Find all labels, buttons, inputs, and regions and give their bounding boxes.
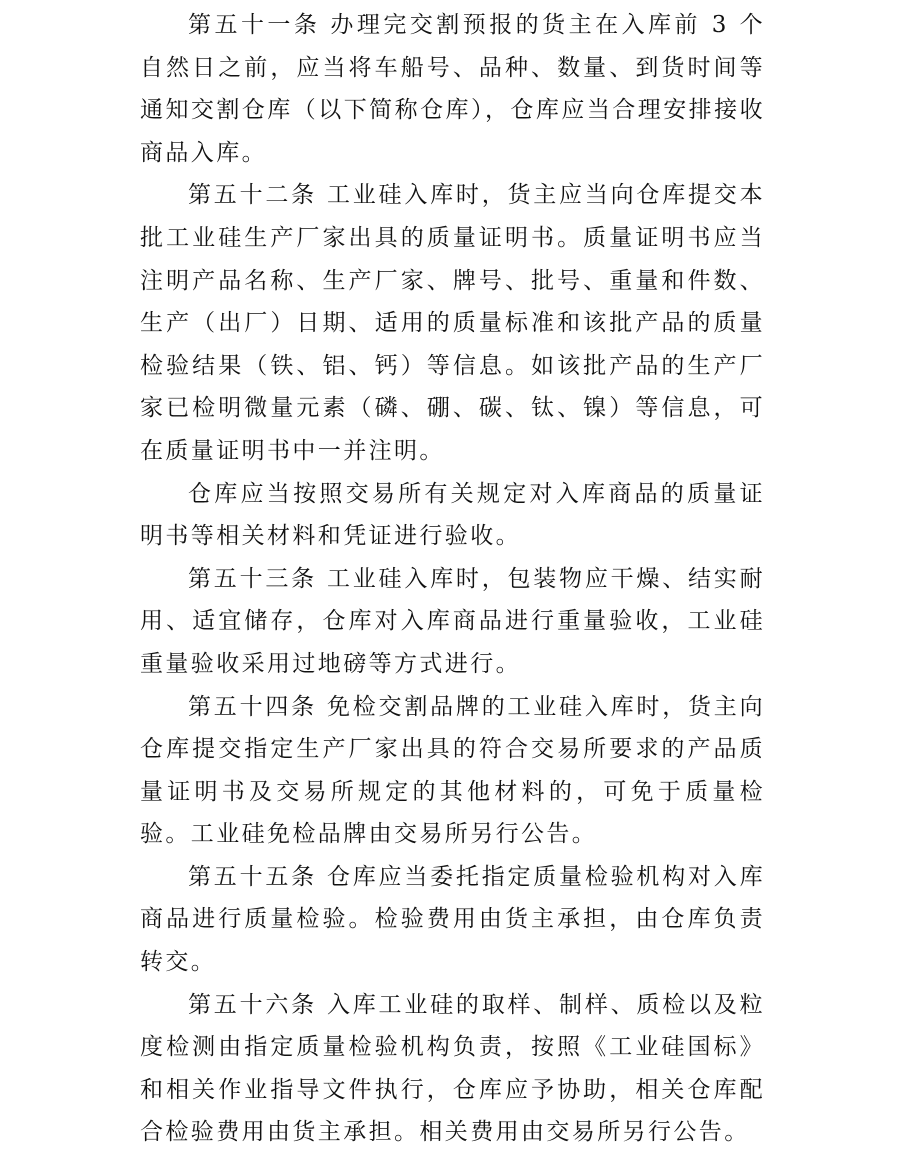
article-label: 第五十四条 [188,693,317,720]
article-55 [140,856,765,984]
article-text: 仓库应当委托指定质量检验机构对入库商品进行质量检验。检验费用由货主承担，由仓库负责转交。 [140,863,765,976]
article-51 [140,4,765,174]
article-label: 第五十六条 [188,991,317,1018]
article-label: 第五十二条 [188,182,317,209]
article-52-continuation [140,473,765,558]
article-54 [140,686,765,856]
article-label: 第五十五条 [188,863,317,890]
article-text: 仓库应当按照交易所有关规定对入库商品的质量证明书等相关材料和凭证进行验收。 [140,480,765,550]
article-text: 免检交割品牌的工业硅入库时，货主向仓库提交指定生产厂家出具的符合交易所要求的产品质量证明书及交易所规定的其他材料的，可免于质量检验。工业硅免检品牌由交易所另行公告。 [140,693,765,848]
article-text: 办理完交割预报的货主在入库前 3 个自然日之前，应当将车船号、品种、数量、到货时间等通知交割仓库（以下简称仓库），仓库应当合理安排接收商品入库。 [140,12,765,166]
article-label: 第五十三条 [188,565,317,592]
article-text: 入库工业硅的取样、制样、质检以及粒度检测由指定质量检验机构负责，按照《工业硅国标》和相关作业指导文件执行，仓库应予协助，相关仓库配合检验费用由货主承担。相关费用由交易所另行公告。 [140,991,765,1146]
article-56 [140,984,765,1154]
article-text: 工业硅入库时，包装物应干燥、结实耐用、适宜储存，仓库对入库商品进行重量验收，工业硅重量验收采用过地磅等方式进行。 [140,565,765,677]
article-53 [140,558,765,686]
document-page [140,4,765,1154]
article-52 [140,174,765,472]
article-text: 工业硅入库时，货主应当向仓库提交本批工业硅生产厂家出具的质量证明书。质量证明书应当注明产品名称、生产厂家、牌号、批号、重量和件数、生产（出厂）日期、适用的质量标准和该批产品的质量检验结果（铁、铝、钙）等信息。如该批产品的生产厂家已检明微量元素（磷、硼、碳、钛、镍）等信息，可在质量证明书中一并注明。 [140,182,765,464]
article-label: 第五十一条 [188,12,321,38]
